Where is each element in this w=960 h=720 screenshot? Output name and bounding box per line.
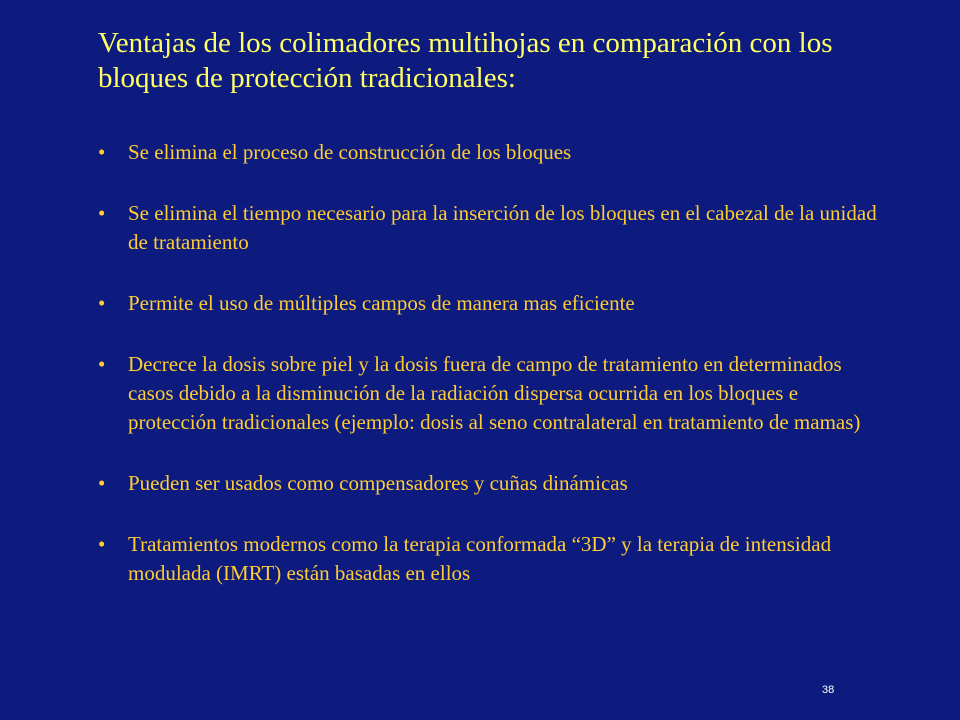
bullet-item [98, 138, 888, 167]
bullet-icon: • [98, 201, 106, 225]
bullet-text: Permite el uso de múltiples campos de manera mas eficiente [128, 291, 635, 315]
bullet-text: Decrece la dosis sobre piel y la dosis fuera de campo de tratamiento en determinados casos debido a la disminución de la radiación dispersa ocurrida en los bloques e protección tradicionales (ejemplo: dosis al seno contralateral en tratamiento de mamas) [128, 352, 861, 434]
bullet-text: Pueden ser usados como compensadores y cuñas dinámicas [128, 471, 628, 495]
bullet-item [98, 289, 888, 318]
bullet-icon: • [98, 532, 106, 556]
bullet-icon: • [98, 471, 106, 495]
slide-title: Ventajas de los colimadores multihojas en comparación con los bloques de protección tradicionales: [98, 27, 833, 94]
bullet-item [98, 350, 888, 437]
bullet-icon: • [98, 140, 106, 164]
bullet-item [98, 199, 888, 257]
bullet-list [98, 138, 888, 588]
bullet-item [98, 469, 888, 498]
bullet-text: Se elimina el proceso de construcción de los bloques [128, 140, 572, 164]
page-number: 38 [822, 684, 835, 696]
bullet-icon: • [98, 291, 106, 315]
bullet-icon: • [98, 352, 106, 376]
bullet-item [98, 530, 888, 588]
bullet-text: Se elimina el tiempo necesario para la inserción de los bloques en el cabezal de la unidad de tratamiento [128, 201, 877, 254]
bullet-text: Tratamientos modernos como la terapia conformada “3D” y la terapia de intensidad modulada (IMRT) están basadas en ellos [128, 532, 832, 585]
